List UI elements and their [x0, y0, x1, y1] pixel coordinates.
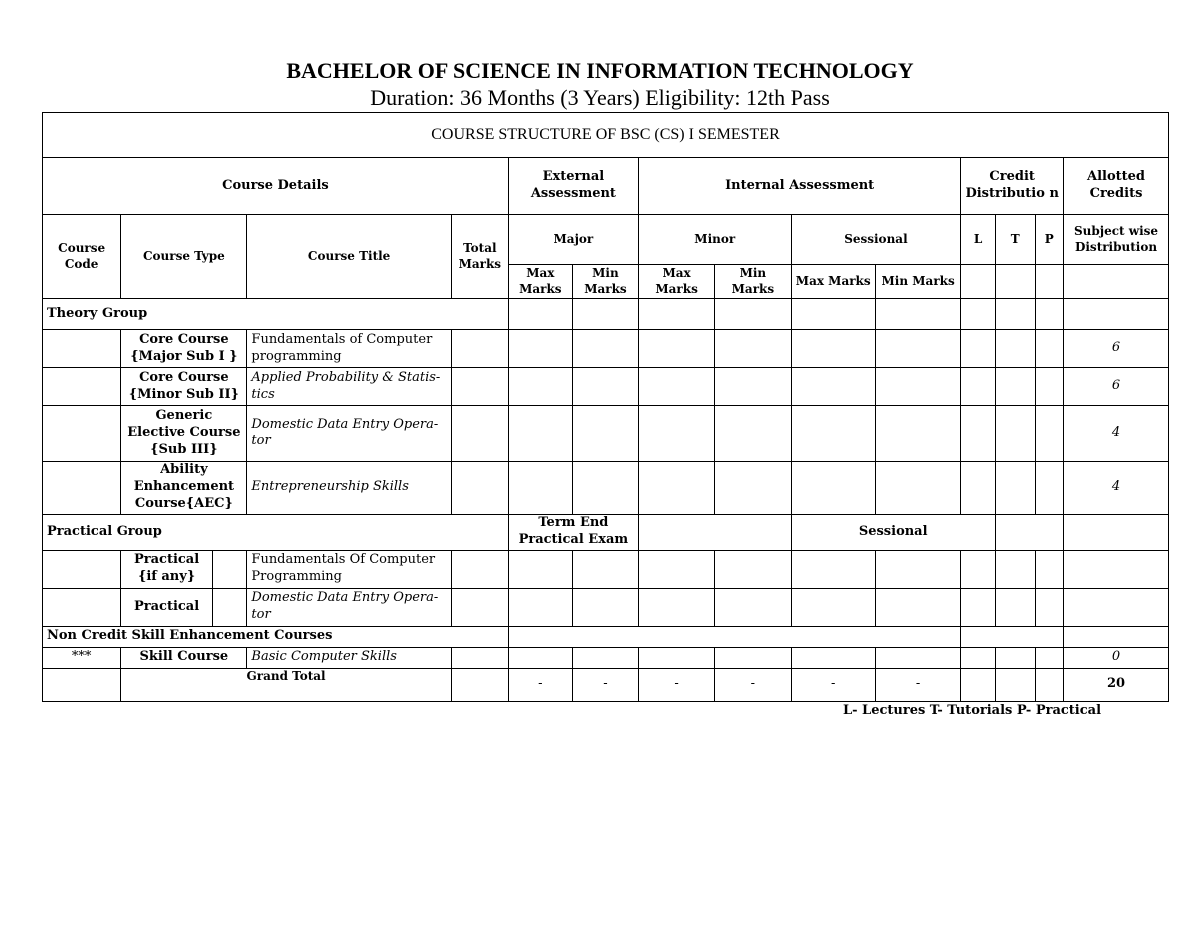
- header-credit-distribution: Credit Distributio n: [961, 158, 1064, 215]
- non-credit-label: Non Credit Skill Enhancement Courses: [43, 626, 509, 647]
- header-sessional-min: Min Marks: [875, 265, 960, 299]
- grand-total-label: Grand Total: [121, 668, 452, 701]
- header-minor-max: Max Marks: [638, 265, 714, 299]
- grand-total-dash: -: [791, 668, 875, 701]
- grand-total-dash: -: [875, 668, 960, 701]
- header-minor-min: Min Marks: [715, 265, 791, 299]
- course-type: Practical: [121, 588, 213, 626]
- document-subtitle: Duration: 36 Months (3 Years) Eligibility: 12th Pass: [370, 85, 830, 110]
- course-type: Practical {if any}: [121, 550, 213, 588]
- grand-total-dash: -: [508, 668, 572, 701]
- header-total-marks: Total Marks: [451, 215, 508, 299]
- grand-total-dash: -: [572, 668, 638, 701]
- header-major-max: Max Marks: [508, 265, 572, 299]
- theory-group-label: Theory Group: [43, 299, 509, 330]
- course-type: Ability Enhancement Course{AEC}: [121, 461, 247, 514]
- header-course-type: Course Type: [121, 215, 247, 299]
- credits-value: 4: [1064, 406, 1169, 461]
- header-external-assessment: External Assessment: [508, 158, 638, 215]
- legend: L- Lectures T- Tutorials P- Practical: [843, 703, 1102, 718]
- header-allotted-credits: Allotted Credits: [1064, 158, 1169, 215]
- table-row: [43, 461, 1169, 514]
- course-title: Fundamentals of Computer programming: [247, 330, 451, 368]
- credits-value: 0: [1064, 647, 1169, 668]
- header-sessional: Sessional: [791, 215, 961, 265]
- table-row: [43, 330, 1169, 368]
- document-title: BACHELOR OF SCIENCE IN INFORMATION TECHNOLOGY: [286, 58, 914, 83]
- table-row: [43, 588, 1169, 626]
- table-row: [43, 406, 1169, 461]
- header-internal-assessment: Internal Assessment: [638, 158, 960, 215]
- practical-group-label: Practical Group: [43, 514, 509, 550]
- course-title: Fundamentals Of Computer Programming: [247, 550, 451, 588]
- header-p: P: [1035, 215, 1063, 265]
- course-title: Applied Probability & Statis- tics: [247, 368, 451, 406]
- grand-total-dash: -: [715, 668, 791, 701]
- header-major: Major: [508, 215, 638, 265]
- header-major-min: Min Marks: [572, 265, 638, 299]
- course-title: Domestic Data Entry Opera- tor: [247, 406, 451, 461]
- practical-sessional-label: Sessional: [791, 514, 995, 550]
- table-row: [43, 368, 1169, 406]
- header-sessional-max: Max Marks: [791, 265, 875, 299]
- credits-value: 6: [1064, 368, 1169, 406]
- header-course-code: Course Code: [43, 215, 121, 299]
- course-type: Skill Course: [121, 647, 247, 668]
- table-row: [43, 647, 1169, 668]
- header-subject-wise: Subject wise Distribution: [1064, 215, 1169, 265]
- header-minor: Minor: [638, 215, 791, 265]
- credits-value: 4: [1064, 461, 1169, 514]
- grand-total-row: [43, 668, 1169, 701]
- course-title: Entrepreneurship Skills: [247, 461, 451, 514]
- course-title: Domestic Data Entry Opera- tor: [247, 588, 451, 626]
- table-row: [43, 550, 1169, 588]
- header-course-details: Course Details: [43, 158, 509, 215]
- course-title: Basic Computer Skills: [247, 647, 451, 668]
- table-caption: COURSE STRUCTURE OF BSC (CS) I SEMESTER: [43, 113, 1169, 158]
- course-structure-table: [42, 112, 1169, 702]
- skill-course-code: ***: [43, 647, 121, 668]
- header-course-title: Course Title: [247, 215, 451, 299]
- term-end-practical-label: Term End Practical Exam: [508, 514, 638, 550]
- course-type: Core Course {Major Sub I }: [121, 330, 247, 368]
- header-l: L: [961, 215, 996, 265]
- grand-total-credits: 20: [1064, 668, 1169, 701]
- header-t: T: [995, 215, 1035, 265]
- credits-value: 6: [1064, 330, 1169, 368]
- grand-total-dash: -: [638, 668, 714, 701]
- course-type: Generic Elective Course {Sub III}: [121, 406, 247, 461]
- course-type: Core Course {Minor Sub II}: [121, 368, 247, 406]
